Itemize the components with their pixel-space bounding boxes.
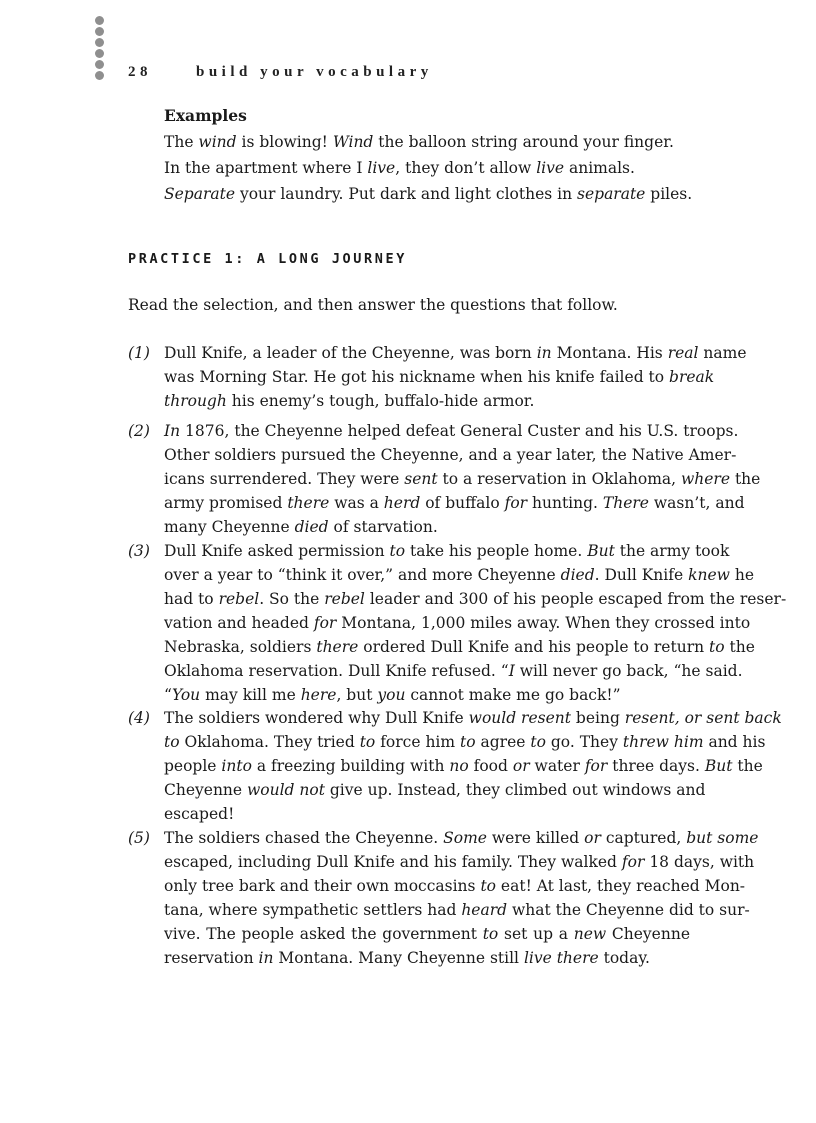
- emphasized-word: where: [681, 470, 731, 488]
- emphasized-word: died: [294, 518, 329, 536]
- emphasized-word: or: [512, 757, 530, 775]
- text-line: escaped!: [164, 805, 235, 823]
- book-title: build your vocabulary: [196, 64, 433, 80]
- text-line: Nebraska, soldiers there ordered Dull Knife and his people to return to the: [164, 638, 755, 656]
- emphasized-word: you: [377, 686, 406, 704]
- text-line: Cheyenne would not give up. Instead, they climbed out windows and: [164, 781, 706, 799]
- emphasized-word: separate: [577, 185, 646, 203]
- dot-icon: [95, 49, 104, 58]
- emphasized-word: for: [584, 757, 608, 775]
- text-line: Dull Knife asked permission to take his people home. But the army took: [164, 542, 730, 560]
- emphasized-word: there: [287, 494, 330, 512]
- emphasized-word: or: [584, 829, 601, 847]
- text-line: tana, where sympathetic settlers had heard what the Cheyenne did to sur-: [164, 901, 750, 919]
- emphasized-word: in: [258, 949, 274, 967]
- paragraph-4: [128, 706, 782, 826]
- example-sentence: In the apartment where I live, they don’t allow live animals.: [164, 159, 635, 177]
- dot-icon: [95, 71, 104, 80]
- dot-icon: [95, 38, 104, 47]
- text-line: through his enemy’s tough, buffalo-hide armor.: [164, 392, 535, 410]
- dot-icon: [95, 16, 104, 25]
- emphasized-word: for: [313, 614, 337, 632]
- emphasized-word: In: [164, 422, 181, 440]
- text-line: icans surrendered. They were sent to a reservation in Oklahoma, where the: [164, 470, 761, 488]
- emphasized-word: threw him: [622, 733, 704, 751]
- emphasized-word: break: [669, 368, 715, 386]
- text-line: escaped, including Dull Knife and his family. They walked for 18 days, with: [164, 853, 755, 871]
- text-line: vation and headed for Montana, 1,000 miles away. When they crossed into: [164, 614, 751, 632]
- emphasized-word: You: [171, 686, 201, 704]
- emphasized-word: to: [164, 733, 180, 751]
- emphasized-word: died: [560, 566, 595, 584]
- text-line: to Oklahoma. They tried to force him to agree to go. They threw him and his: [164, 733, 766, 751]
- emphasized-word: to: [460, 733, 476, 751]
- paragraph-number: (1): [128, 344, 150, 362]
- text-line: Other soldiers pursued the Cheyenne, and a year later, the Native Amer-: [164, 446, 737, 464]
- emphasized-word: live there: [523, 949, 599, 967]
- emphasized-word: here: [300, 686, 337, 704]
- practice-heading: PRACTICE 1: A LONG JOURNEY: [128, 251, 407, 267]
- emphasized-word: no: [449, 757, 469, 775]
- paragraph-number: (2): [128, 422, 150, 440]
- running-header: [128, 64, 433, 81]
- paragraph-1: [128, 341, 747, 413]
- examples-heading: Examples: [164, 106, 247, 125]
- intro-text: Read the selection, and then answer the questions that follow.: [128, 296, 618, 314]
- text-line: vive. The people asked the government to set up a new Cheyenne: [164, 925, 690, 943]
- emphasized-word: Some: [443, 829, 487, 847]
- emphasized-word: to: [530, 733, 546, 751]
- text-line: In 1876, the Cheyenne helped defeat General Custer and his U.S. troops.: [164, 422, 739, 440]
- text-line: only tree bark and their own moccasins to eat! At last, they reached Mon-: [164, 877, 746, 895]
- example-sentence: The wind is blowing! Wind the balloon string around your finger.: [164, 133, 674, 151]
- emphasized-word: I: [508, 662, 515, 680]
- paragraph-5: [128, 826, 759, 970]
- dot-icon: [95, 27, 104, 36]
- text-line: reservation in Montana. Many Cheyenne still live there today.: [164, 949, 650, 967]
- text-line: people into a freezing building with no food or water for three days. But the: [164, 757, 763, 775]
- decorative-dots: [95, 16, 105, 82]
- paragraph-3: [128, 539, 787, 707]
- emphasized-word: to: [480, 877, 496, 895]
- emphasized-word: but some: [686, 829, 759, 847]
- emphasized-word: Wind: [332, 133, 374, 151]
- text-line: Dull Knife, a leader of the Cheyenne, was born in Montana. His real name: [164, 344, 747, 362]
- emphasized-word: live: [367, 159, 396, 177]
- paragraph-number: (4): [128, 709, 150, 727]
- emphasized-word: wind: [198, 133, 237, 151]
- text-line: over a year to “think it over,” and more Cheyenne died. Dull Knife knew he: [164, 566, 755, 584]
- emphasized-word: But: [704, 757, 733, 775]
- text-line: was Morning Star. He got his nickname when his knife failed to break: [164, 368, 715, 386]
- text-line: army promised there was a herd of buffalo for hunting. There wasn’t, and: [164, 494, 745, 512]
- emphasized-word: real: [667, 344, 699, 362]
- text-line: The soldiers wondered why Dull Knife would resent being resent, or sent back: [164, 709, 782, 727]
- emphasized-word: rebel: [324, 590, 365, 608]
- emphasized-word: through: [164, 392, 227, 410]
- emphasized-word: to: [359, 733, 376, 751]
- examples-block: [164, 103, 724, 207]
- emphasized-word: there: [316, 638, 359, 656]
- emphasized-word: knew: [688, 566, 730, 584]
- page-number: 28: [128, 64, 152, 80]
- text-line: Oklahoma reservation. Dull Knife refused. “I will never go back, “he said.: [164, 662, 743, 680]
- emphasized-word: resent, or sent back: [624, 709, 782, 727]
- paragraph-number: (5): [128, 829, 150, 847]
- paragraph-number: (3): [128, 542, 150, 560]
- emphasized-word: to: [482, 925, 499, 943]
- emphasized-word: in: [536, 344, 552, 362]
- emphasized-word: But: [587, 542, 615, 560]
- text-line: had to rebel. So the rebel leader and 300 of his people escaped from the reser-: [164, 590, 787, 608]
- emphasized-word: for: [621, 853, 645, 871]
- emphasized-word: sent: [404, 470, 438, 488]
- emphasized-word: rebel: [218, 590, 260, 608]
- emphasized-word: There: [602, 494, 649, 512]
- emphasized-word: herd: [383, 494, 421, 512]
- text-line: “You may kill me here, but you cannot make me go back!”: [164, 686, 621, 704]
- dot-icon: [95, 60, 104, 69]
- emphasized-word: for: [504, 494, 528, 512]
- emphasized-word: into: [221, 757, 252, 775]
- emphasized-word: would resent: [468, 709, 571, 727]
- text-line: The soldiers chased the Cheyenne. Some were killed or captured, but some: [164, 829, 759, 847]
- emphasized-word: Separate: [164, 185, 236, 203]
- paragraph-2: [128, 419, 761, 539]
- emphasized-word: would not: [247, 781, 325, 799]
- examples-lines: [164, 129, 724, 207]
- emphasized-word: heard: [461, 901, 508, 919]
- emphasized-word: to: [389, 542, 406, 560]
- emphasized-word: new: [573, 925, 607, 943]
- emphasized-word: live: [536, 159, 565, 177]
- emphasized-word: to: [709, 638, 725, 656]
- example-sentence: Separate your laundry. Put dark and light clothes in separate piles.: [164, 185, 693, 203]
- text-line: many Cheyenne died of starvation.: [164, 518, 438, 536]
